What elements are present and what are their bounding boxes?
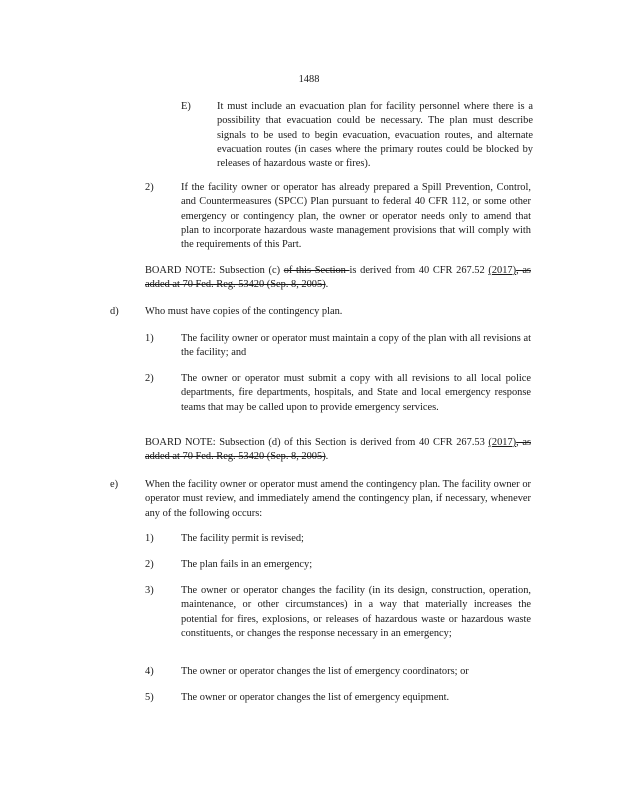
page-number: 1488 [298,74,320,85]
section-d-item-1-label: 1) [145,333,154,344]
inserted-text: (2017) [488,265,517,276]
section-e-heading: When the facility owner or operator must amend the contingency plan. The facility owner or operator must review, and immediately amend the contingency plan, if necessary, whenever any of the following occurs: [145,479,531,519]
item-e-evacuation [0,100,618,172]
section-d-label: d) [110,306,119,317]
section-e-item-4-text: The owner or operator changes the list of emergency coordinators; or [181,666,469,677]
struck-text: , as added at 70 Fed. Reg. 53420 (Sep. 8, 2005) [145,265,531,291]
struck-text: , as added at 70 Fed. Reg. 53420 (Sep. 8, 2005) [145,437,531,463]
board-note-d: BOARD NOTE: Subsection (d) of this Section is derived from 40 CFR 267.53 (2017), as added at 70 Fed. Reg. 53420 (Sep. 8, 2005). [145,437,531,463]
section-e-item-3-label: 3) [145,585,154,596]
section-d-item-2-label: 2) [145,373,154,384]
item-e-label: E) [181,101,191,112]
item-2-text: If the facility owner or operator has already prepared a Spill Prevention, Control, and Countermeasures (SPCC) Plan pursuant to federal 40 CFR 112, or some other emergency or contingency plan, the owner or operator needs only to amend that plan to incorporate hazardous waste management provisions that will comply with the requirements of this Part. [181,182,531,251]
inserted-text: (2017) [488,437,517,448]
item-e-text: It must include an evacuation plan for facility personnel where there is a possibility that evacuation could be necessary. The plan must describe signals to be used to begin evacuation, evacuation routes, and alternate evacuation routes (in cases where the primary routes could be blocked by releases of hazardous waste or fires). [217,101,533,170]
section-e-label: e) [110,479,119,490]
section-e-item-2-text: The plan fails in an emergency; [181,559,313,570]
section-e-item-5-text: The owner or operator changes the list of emergency equipment. [181,692,450,703]
item-2-label: 2) [145,182,154,193]
struck-text: of this Section [283,265,350,276]
section-d-item-2-text: The owner or operator must submit a copy with all revisions to all local police departments, fire departments, hospitals, and State and local emergency response teams that may be called upon to provide emergency services. [181,373,531,413]
section-e-item-2-label: 2) [145,559,154,570]
board-note-c: BOARD NOTE: Subsection (c) of this Section is derived from 40 CFR 267.52 (2017), as added at 70 Fed. Reg. 53420 (Sep. 8, 2005). [145,265,531,291]
section-e-item-3-text: The owner or operator changes the facility (in its design, construction, operation, maintenance, or other circumstances) in a way that materially increases the potential for fires, explosions, or releases of hazardous waste or hazardous waste constituents, or changes the response necessary in an emergency; [181,585,531,639]
section-d-item-1-text: The facility owner or operator must maintain a copy of the plan with all revisions at the facility; and [181,333,531,359]
section-e-item-1-label: 1) [145,533,154,544]
section-d-heading: Who must have copies of the contingency plan. [145,306,343,317]
section-e-item-1-text: The facility permit is revised; [181,533,304,544]
section-e-item-5-label: 5) [145,692,154,703]
item-2-spcc [0,181,618,253]
section-e-item-4-label: 4) [145,666,154,677]
